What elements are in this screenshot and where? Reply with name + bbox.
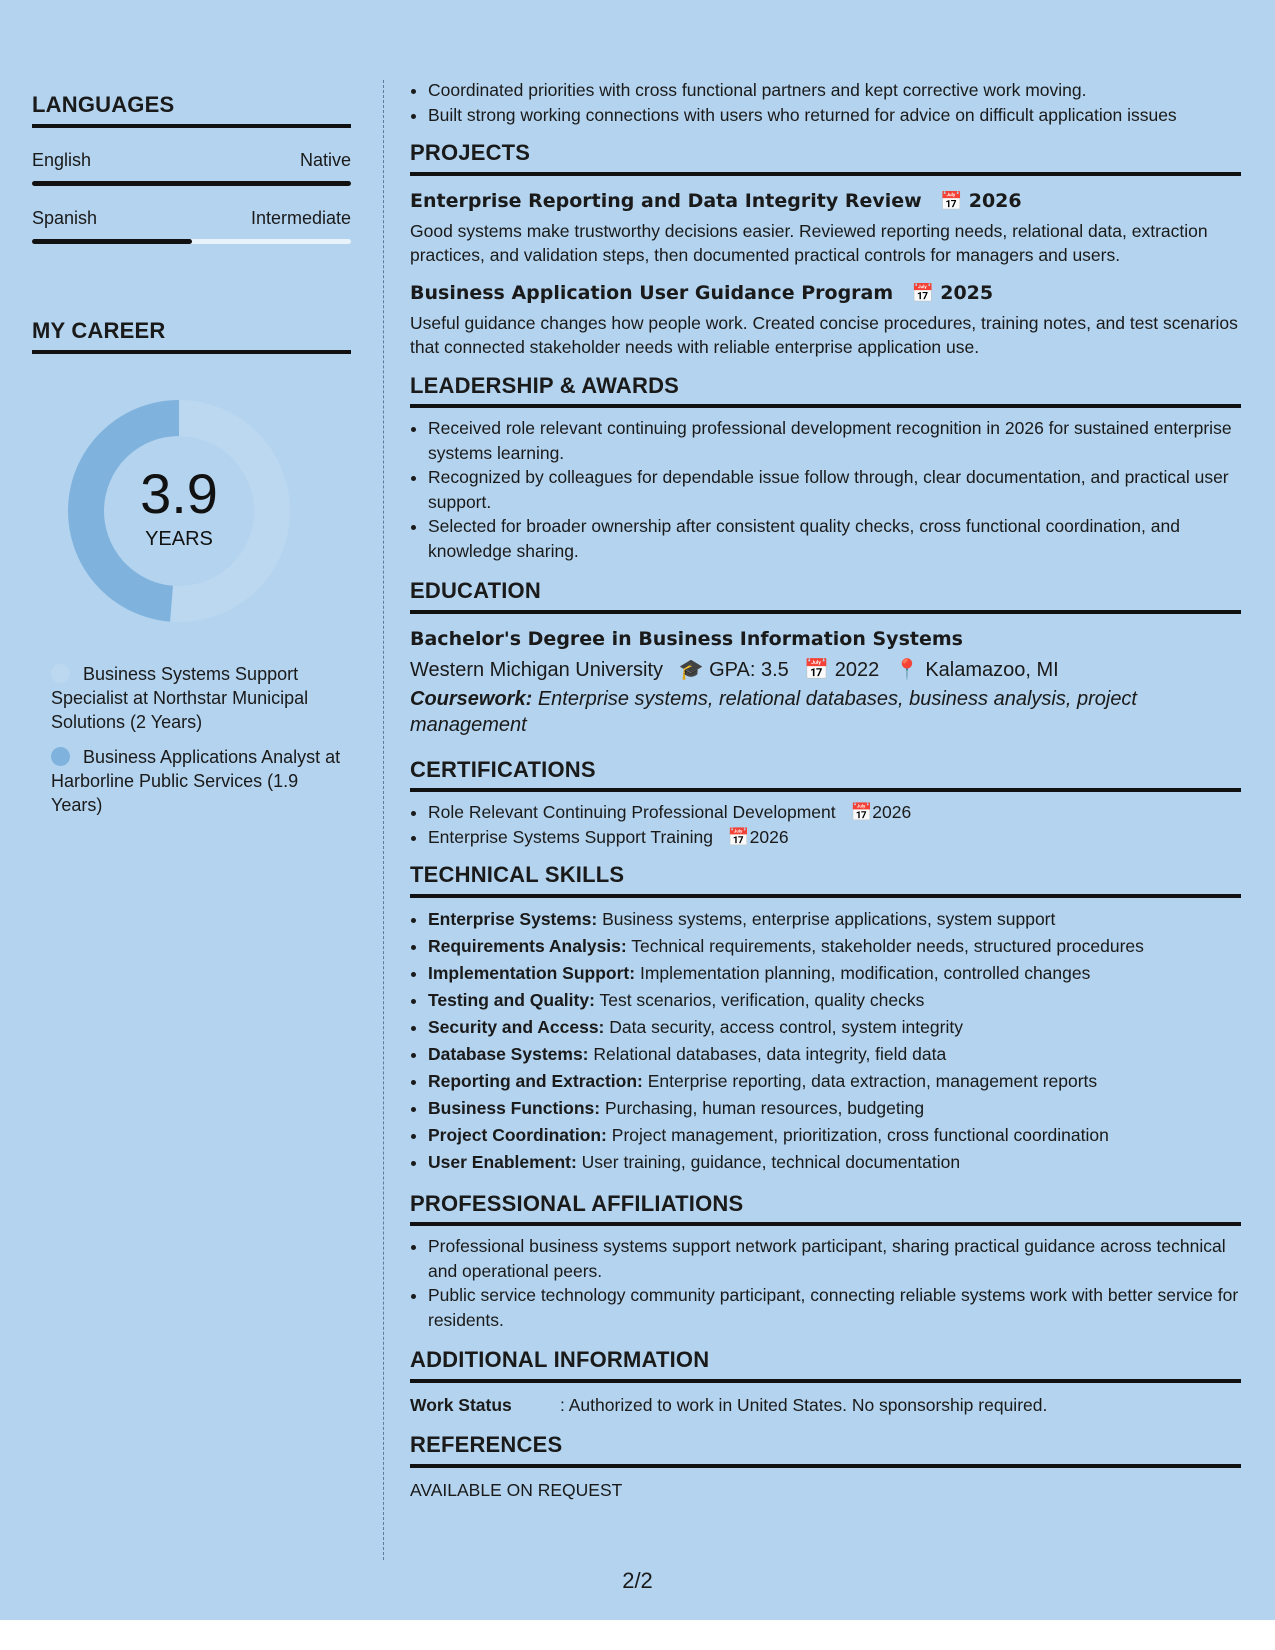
career-donut-chart: [64, 396, 294, 626]
calendar-icon: 📅: [940, 190, 963, 212]
additional-title: ADDITIONAL INFORMATION: [410, 1348, 1241, 1383]
experience-bullets: [410, 78, 1241, 127]
career-title: MY CAREER: [32, 318, 351, 354]
list-item: • Built strong working connections with users who returned for advice on difficult application issues: [428, 103, 1241, 128]
list-item: • Professional business systems support network participant, sharing practical guidance across technical and operational peers.: [428, 1234, 1241, 1283]
list-item: • Public service technology community participant, connecting reliable systems work with better service for residents.: [428, 1283, 1241, 1332]
list-item: • Coordinated priorities with cross functional partners and kept corrective work moving.: [428, 78, 1241, 103]
education-year: 2022: [834, 658, 880, 681]
list-item: • Selected for broader ownership after consistent quality checks, cross functional coordination, and knowledge sharing.: [428, 514, 1241, 563]
project-name: Business Application User Guidance Program: [410, 281, 894, 304]
certifications-list: [410, 800, 1241, 849]
language-item: [32, 150, 351, 186]
certifications-title: CERTIFICATIONS: [410, 758, 1241, 793]
list-item: • Testing and Quality: Test scenarios, verification, quality checks: [428, 987, 1241, 1014]
career-total-years: 3.9: [140, 461, 218, 525]
language-item: [32, 208, 351, 244]
references-text: AVAILABLE ON REQUEST: [410, 1479, 623, 1500]
skills-list: [410, 906, 1241, 1176]
career-item: Business Applications Analyst at Harborline Public Services (1.9 Years): [51, 747, 341, 815]
column-divider: [383, 80, 384, 1560]
leadership-title: LEADERSHIP & AWARDS: [410, 374, 1241, 409]
project-item: [410, 188, 1241, 268]
right-column: [410, 78, 1241, 1502]
list-item: • Security and Access: Data security, access control, system integrity: [428, 1014, 1241, 1041]
project-name: Enterprise Reporting and Data Integrity Review: [410, 189, 922, 212]
map-pin-icon: 📍: [894, 658, 920, 681]
project-desc: Good systems make trustworthy decisions easier. Reviewed reporting needs, relational data, extraction practices, and validation steps, then documented practical controls for managers and users.: [410, 220, 1208, 265]
legend-dot: [51, 747, 70, 766]
list-item: • Requirements Analysis: Technical requirements, stakeholder needs, structured procedures: [428, 933, 1241, 960]
career-unit: YEARS: [145, 527, 213, 550]
project-year: 2025: [940, 281, 994, 304]
education-title: EDUCATION: [410, 579, 1241, 614]
language-level: Intermediate: [250, 208, 351, 228]
project-year: 2026: [968, 189, 1022, 212]
project-desc: Useful guidance changes how people work. Created concise procedures, training notes, and test scenarios that connected stakeholder needs with reliable enterprise application use.: [410, 312, 1238, 357]
list-item: • Database Systems: Relational databases, data integrity, field data: [428, 1041, 1241, 1068]
list-item: • Reporting and Extraction: Enterprise reporting, data extraction, management reports: [428, 1068, 1241, 1095]
career-list: [32, 662, 351, 817]
education-location: Kalamazoo, MI: [925, 658, 1059, 681]
affiliations-title: PROFESSIONAL AFFILIATIONS: [410, 1192, 1241, 1227]
education-degree: Bachelor's Degree in Business Information Systems: [410, 627, 963, 650]
calendar-icon: 📅: [727, 826, 750, 847]
project-item: [410, 280, 1241, 360]
calendar-icon: 📅: [911, 282, 935, 304]
projects-title: PROJECTS: [410, 141, 1241, 176]
legend-dot: [51, 664, 70, 683]
affiliations-list: [410, 1234, 1241, 1332]
language-bar: [32, 181, 351, 186]
leadership-list: [410, 416, 1241, 563]
references-title: REFERENCES: [410, 1433, 1241, 1468]
work-status-label: Work Status: [410, 1394, 512, 1415]
work-status: [410, 1393, 1241, 1418]
list-item: • Role Relevant Continuing Professional Development 📅2026: [428, 800, 1241, 825]
list-item: • Recognized by colleagues for dependable issue follow through, clear documentation, and practical user support.: [428, 465, 1241, 514]
left-column: [32, 92, 351, 828]
language-bar: [32, 239, 351, 244]
list-item: • Enterprise Systems Support Training 📅2026: [428, 825, 1241, 850]
list-item: • Enterprise Systems: Business systems, enterprise applications, system support: [428, 906, 1241, 933]
education-gpa: GPA: 3.5: [709, 658, 789, 681]
language-level: Native: [299, 150, 351, 170]
page-number: 2/2: [622, 1568, 653, 1593]
work-status-value: : Authorized to work in United States. No sponsorship required.: [560, 1394, 1048, 1415]
language-name: Spanish: [32, 208, 98, 228]
education-school: Western Michigan University: [410, 658, 664, 681]
education-coursework: Coursework: Enterprise systems, relational databases, business analysis, project management: [410, 687, 1137, 736]
language-bar-fill: [32, 239, 192, 244]
graduation-cap-icon: 🎓: [678, 658, 704, 681]
language-name: English: [32, 150, 92, 170]
education-meta: [410, 656, 1241, 684]
list-item: • Project Coordination: Project management, prioritization, cross functional coordination: [428, 1122, 1241, 1149]
list-item: • Business Functions: Purchasing, human resources, budgeting: [428, 1095, 1241, 1122]
languages-title: LANGUAGES: [32, 92, 351, 128]
calendar-icon: 📅: [850, 802, 873, 822]
career-item: Business Systems Support Specialist at Northstar Municipal Solutions (2 Years): [51, 664, 309, 732]
language-bar-fill: [32, 181, 351, 186]
list-item: • User Enablement: User training, guidance, technical documentation: [428, 1149, 1241, 1176]
skills-title: TECHNICAL SKILLS: [410, 863, 1241, 898]
list-item: • Received role relevant continuing professional development recognition in 2026 for sustained enterprise systems learning.: [428, 416, 1241, 465]
calendar-icon: 📅: [804, 658, 830, 681]
list-item: • Implementation Support: Implementation planning, modification, controlled changes: [428, 960, 1241, 987]
